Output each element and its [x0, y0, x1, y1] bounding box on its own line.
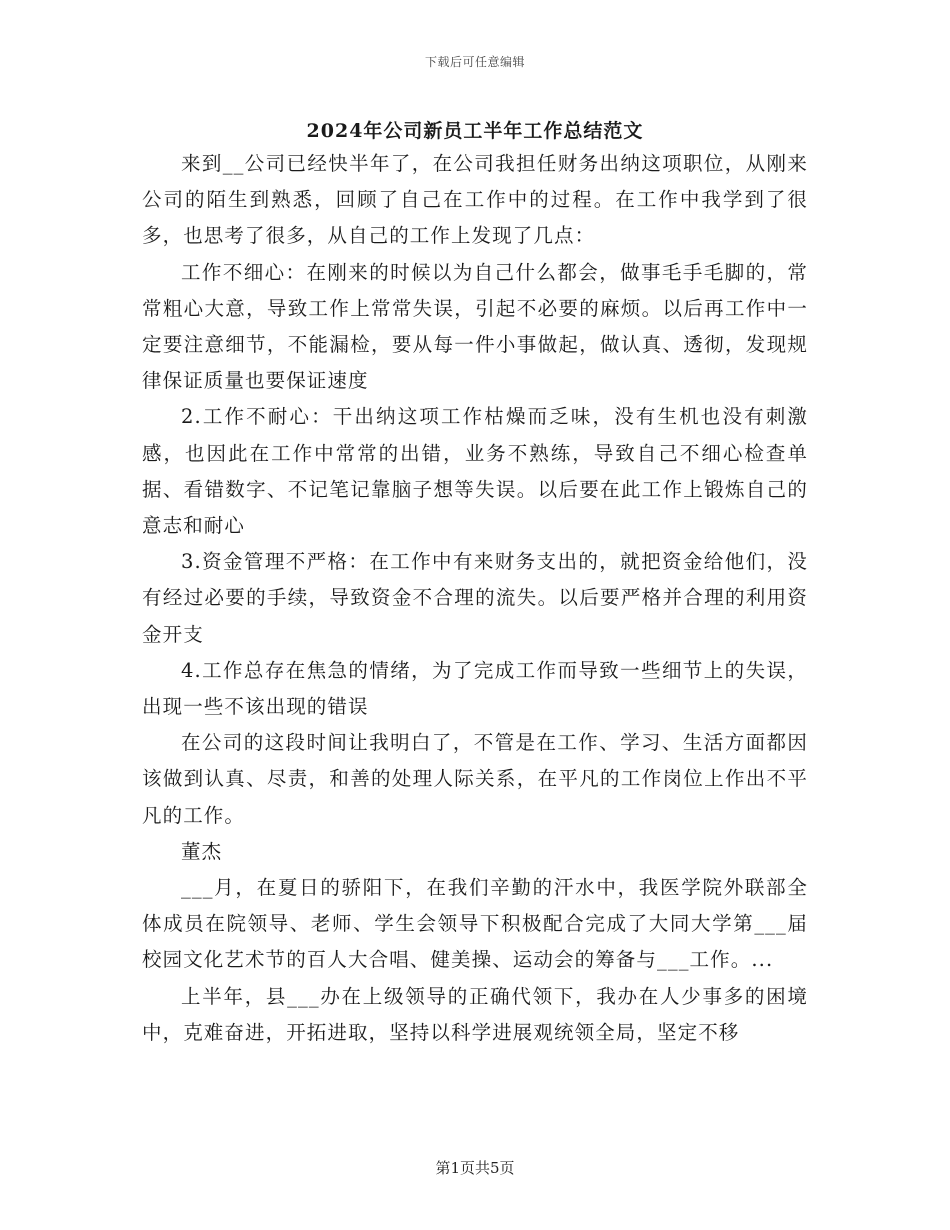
- page-number: 第1页共5页: [435, 1159, 515, 1177]
- paragraph-extra-1: ___月，在夏日的骄阳下，在我们辛勤的汗水中，我医学院外联部全体成员在院领导、老师、学生会领导下积极配合完成了大同大学第___届校园文化艺术节的百人大合唱、健美操、运动会的筹备与___工作。...: [142, 876, 808, 972]
- paragraph-point-1: 工作不细心：在刚来的时候以为自己什么都会，做事毛手毛脚的，常常粗心大意，导致工作上常常失误，引起不必要的麻烦。以后再工作中一定要注意细节，不能漏检，要从每一件小事做起，做认真、透彻，发现规律保证质量也要保证速度: [142, 260, 808, 393]
- paragraph-conclusion: 在公司的这段时间让我明白了，不管是在工作、学习、生活方面都因该做到认真、尽责，和善的处理人际关系，在平凡的工作岗位上作出不平凡的工作。: [142, 731, 808, 827]
- paragraph-point-3: 3.资金管理不严格：在工作中有来财务支出的，就把资金给他们，没有经过必要的手续，导致资金不合理的流失。以后要严格并合理的利用资金开支: [142, 550, 808, 646]
- paragraph-point-2: 2.工作不耐心：干出纳这项工作枯燥而乏味，没有生机也没有刺激感，也因此在工作中常常的出错，业务不熟练，导致自己不细心检查单据、看错数字、不记笔记靠脑子想等失误。以后要在此工作上锻炼自己的意志和耐心: [142, 405, 808, 538]
- document-body: [142, 146, 808, 1051]
- paragraph-intro: 来到__公司已经快半年了，在公司我担任财务出纳这项职位，从刚来公司的陌生到熟悉，回顾了自己在工作中的过程。在工作中我学到了很多，也思考了很多，从自己的工作上发现了几点：: [142, 152, 808, 248]
- author-name: 董杰: [181, 839, 223, 863]
- paragraph-point-4: 4.工作总存在焦急的情绪，为了完成工作而导致一些细节上的失误，出现一些不该出现的错误: [142, 658, 808, 719]
- document-title: 2024年公司新员工半年工作总结范文: [306, 120, 644, 142]
- header-note: 下载后可任意编辑: [424, 55, 525, 69]
- paragraph-extra-2: 上半年，县___办在上级领导的正确代领下，我办在人少事多的困境中，克难奋进，开拓进取，坚持以科学进展观统领全局，坚定不移: [142, 984, 808, 1044]
